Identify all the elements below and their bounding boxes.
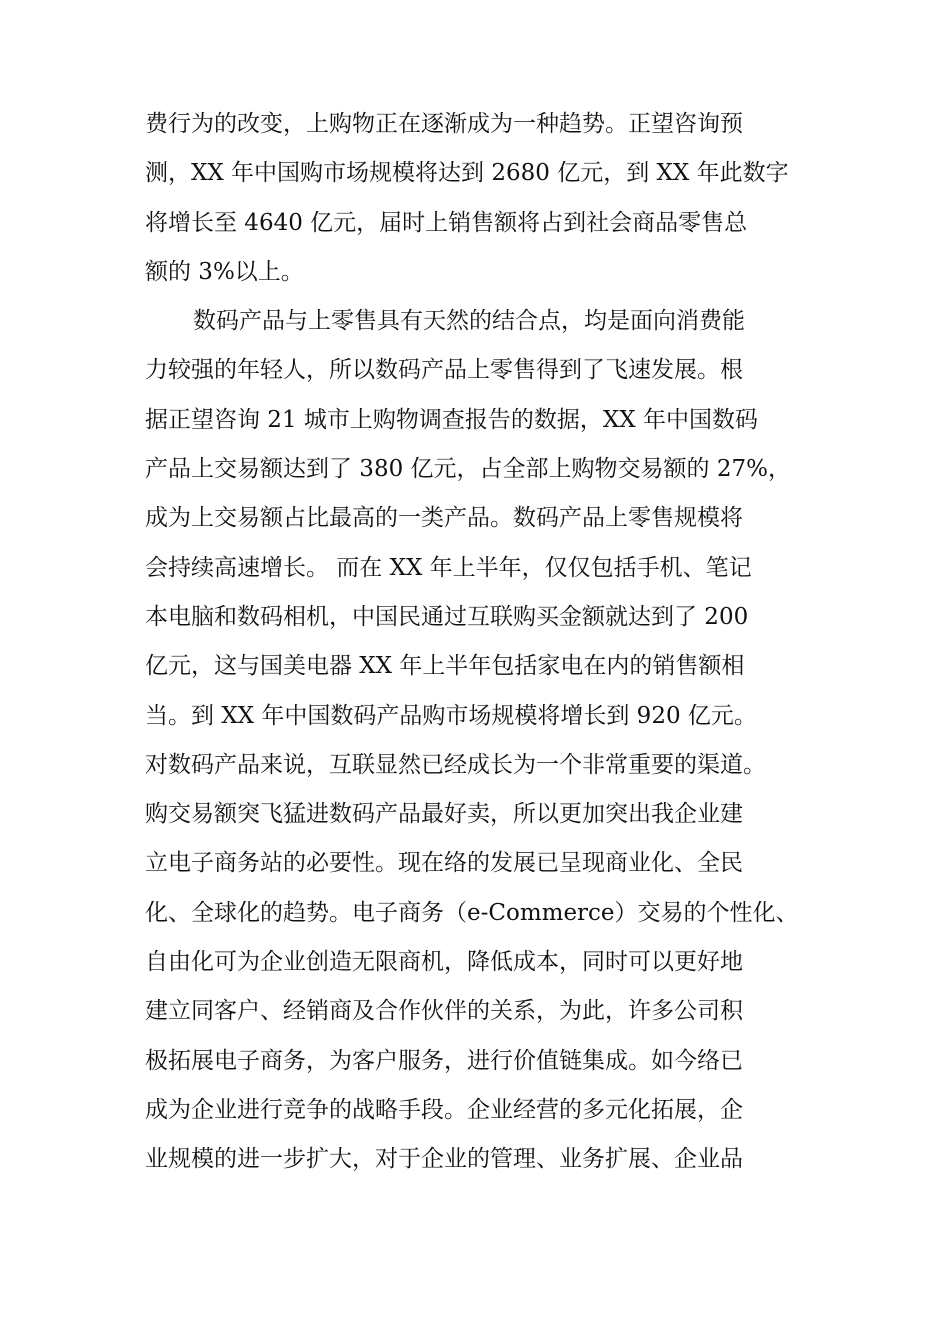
text-line: 化、全球化的趋势。电子商务（e-Commerce）交易的个性化、 bbox=[145, 899, 799, 926]
text-line: 购交易额突飞猛进数码产品最好卖，所以更加突出我企业建 bbox=[145, 801, 743, 828]
text-line: 自由化可为企业创造无限商机，降低成本，同时可以更好地 bbox=[145, 949, 743, 976]
text-line: 建立同客户、经销商及合作伙伴的关系，为此，许多公司积 bbox=[145, 998, 743, 1025]
text-line: 亿元，这与国美电器 XX 年上半年包括家电在内的销售额相 bbox=[145, 653, 745, 680]
text-line: 额的 3%以上。 bbox=[145, 258, 304, 285]
text-line: 对数码产品来说，互联显然已经成长为一个非常重要的渠道。 bbox=[145, 751, 766, 778]
text-line: 产品上交易额达到了 380 亿元，占全部上购物交易额的 27%， bbox=[145, 456, 791, 483]
text-line: 据正望咨询 21 城市上购物调查报告的数据，XX 年中国数码 bbox=[145, 406, 758, 433]
text-line: 数码产品与上零售具有天然的结合点，均是面向消费能 bbox=[193, 308, 745, 335]
text-line: 业规模的进一步扩大，对于企业的管理、业务扩展、企业品 bbox=[145, 1146, 743, 1173]
text-line: 测，XX 年中国购市场规模将达到 2680 亿元，到 XX 年此数字 bbox=[145, 160, 789, 187]
text-line: 将增长至 4640 亿元，届时上销售额将占到社会商品零售总 bbox=[145, 209, 748, 236]
text-line: 立电子商务站的必要性。现在络的发展已呈现商业化、全民 bbox=[145, 850, 743, 877]
text-line: 会持续高速增长。 而在 XX 年上半年，仅仅包括手机、笔记 bbox=[145, 554, 752, 581]
text-line: 成为企业进行竞争的战略手段。企业经营的多元化拓展，企 bbox=[145, 1096, 743, 1123]
body-text bbox=[145, 100, 825, 1185]
text-line: 当。到 XX 年中国数码产品购市场规模将增长到 920 亿元。 bbox=[145, 702, 757, 729]
text-line: 本电脑和数码相机，中国民通过互联购买金额就达到了 200 bbox=[145, 603, 749, 630]
text-line: 成为上交易额占比最高的一类产品。数码产品上零售规模将 bbox=[145, 505, 743, 532]
text-line: 力较强的年轻人，所以数码产品上零售得到了飞速发展。根 bbox=[145, 357, 743, 384]
text-line: 极拓展电子商务，为客户服务，进行价值链集成。如今络已 bbox=[145, 1047, 743, 1074]
text-line: 费行为的改变，上购物正在逐渐成为一种趋势。正望咨询预 bbox=[145, 111, 743, 137]
